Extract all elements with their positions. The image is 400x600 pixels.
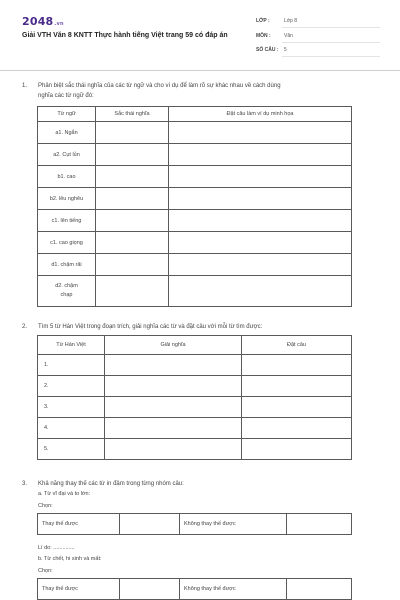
- row-number: 5.: [38, 439, 105, 460]
- meta-divider: [282, 56, 380, 57]
- q3-part-b-choices: [37, 578, 352, 600]
- word-cell: b2. lêu nghêu: [38, 188, 96, 210]
- word-cell: c1. cao giọng: [38, 232, 96, 254]
- input-cell[interactable]: [242, 439, 352, 460]
- meta-grade-key: LỚP :: [256, 18, 270, 24]
- input-cell[interactable]: [242, 397, 352, 418]
- checkbox-replaceable[interactable]: [120, 579, 180, 599]
- checkbox-replaceable[interactable]: [120, 514, 180, 534]
- table-row: [38, 254, 352, 276]
- input-cell[interactable]: [96, 188, 169, 210]
- input-cell[interactable]: [96, 232, 169, 254]
- row-number: 4.: [38, 418, 105, 439]
- table-row: [38, 122, 352, 144]
- input-cell[interactable]: [96, 122, 169, 144]
- q3-choose-label: Chọn:: [38, 503, 53, 509]
- table-header-row: [38, 336, 352, 355]
- input-cell[interactable]: [105, 355, 242, 376]
- input-cell[interactable]: [169, 254, 352, 276]
- table-row: [38, 376, 352, 397]
- question-1: [22, 82, 392, 102]
- question-text: Tìm 5 từ Hán Việt trong đoạn trích, giải nghĩa các từ và đặt câu với mỗi từ tìm được:: [38, 324, 263, 330]
- checkbox-not-replaceable[interactable]: [287, 579, 351, 599]
- input-cell[interactable]: [169, 144, 352, 166]
- option-not-replaceable[interactable]: Không thay thế được: [180, 579, 287, 599]
- col-header: Đặt câu: [242, 336, 352, 355]
- row-number: 2.: [38, 376, 105, 397]
- option-not-replaceable[interactable]: Không thay thế được: [180, 514, 287, 534]
- input-cell[interactable]: [242, 418, 352, 439]
- question-number: 2.: [22, 324, 28, 330]
- word-cell: d1. chậm rãi: [38, 254, 96, 276]
- word-cell: a2. Cụt lủn: [38, 144, 96, 166]
- table-row: [38, 418, 352, 439]
- word-cell: b1. cao: [38, 166, 96, 188]
- input-cell[interactable]: [96, 254, 169, 276]
- meta-subject-value: Văn: [284, 33, 293, 39]
- input-cell[interactable]: [96, 210, 169, 232]
- col-header: Từ Hán Việt: [38, 336, 105, 355]
- input-cell[interactable]: [169, 122, 352, 144]
- page-title: Giải VTH Văn 8 KNTT Thực hành tiếng Việt trang 59 có đáp án: [22, 32, 228, 39]
- table-row: [38, 397, 352, 418]
- question-text: Khả năng thay thế các từ in đậm trong từng nhóm câu:: [38, 481, 184, 487]
- col-header: Sắc thái nghĩa: [96, 107, 169, 122]
- meta-subject-key: MÔN :: [256, 33, 271, 39]
- input-cell[interactable]: [105, 418, 242, 439]
- question-text-line1: Phân biệt sắc thái nghĩa của các từ ngữ và cho ví dụ để làm rõ sự khác nhau về cách dùng: [38, 83, 281, 89]
- option-replaceable[interactable]: Thay thế được: [38, 579, 120, 599]
- word-cell: c1. lên tiếng: [38, 210, 96, 232]
- input-cell[interactable]: [105, 397, 242, 418]
- meta-divider: [282, 27, 380, 28]
- input-cell[interactable]: [96, 166, 169, 188]
- table-row: [38, 439, 352, 460]
- meta-divider: [282, 42, 380, 43]
- site-logo[interactable]: 2048.vn: [22, 15, 64, 28]
- q2-table: [37, 335, 352, 460]
- q1-table: [37, 106, 352, 307]
- input-cell[interactable]: [169, 188, 352, 210]
- page-header: [0, 0, 400, 58]
- input-cell[interactable]: [242, 355, 352, 376]
- word-cell: d2. chậm chạp: [38, 276, 96, 307]
- question-number: 3.: [22, 481, 28, 487]
- q3-part-b-label: b. Từ chết, hi sinh và mất:: [38, 556, 102, 562]
- row-number: 1.: [38, 355, 105, 376]
- table-row: [38, 144, 352, 166]
- row-number: 3.: [38, 397, 105, 418]
- question-2: [22, 323, 392, 333]
- input-cell[interactable]: [169, 232, 352, 254]
- table-row: [38, 232, 352, 254]
- input-cell[interactable]: [242, 376, 352, 397]
- question-number: 1.: [22, 83, 28, 89]
- col-header: Giải nghĩa: [105, 336, 242, 355]
- header-divider: [0, 70, 400, 71]
- input-cell[interactable]: [96, 144, 169, 166]
- meta-count-value: 5: [284, 47, 287, 53]
- input-cell[interactable]: [169, 166, 352, 188]
- q3-choose-label: Chọn:: [38, 568, 53, 574]
- table-row: [38, 210, 352, 232]
- table-row: [38, 166, 352, 188]
- q3-part-a-choices: [37, 513, 352, 535]
- option-replaceable[interactable]: Thay thế được: [38, 514, 120, 534]
- table-row: [38, 355, 352, 376]
- col-header: Đặt câu làm ví dụ minh họa: [169, 107, 352, 122]
- checkbox-not-replaceable[interactable]: [287, 514, 351, 534]
- table-row: [38, 276, 352, 307]
- meta-count-key: SỐ CÂU :: [256, 47, 279, 53]
- col-header: Từ ngữ: [38, 107, 96, 122]
- question-text-line2: nghĩa các từ ngữ đó:: [38, 93, 94, 99]
- input-cell[interactable]: [169, 210, 352, 232]
- input-cell[interactable]: [105, 376, 242, 397]
- meta-grade-value: Lớp 8: [284, 18, 298, 24]
- input-cell[interactable]: [169, 276, 352, 307]
- q3-reason: Lí do: ..............: [38, 545, 75, 551]
- table-header-row: [38, 107, 352, 122]
- word-cell: a1. Ngắn: [38, 122, 96, 144]
- input-cell[interactable]: [96, 276, 169, 307]
- question-3: [22, 480, 392, 490]
- input-cell[interactable]: [105, 439, 242, 460]
- table-row: [38, 188, 352, 210]
- q3-part-a-label: a. Từ vĩ đại và to lớn:: [38, 491, 91, 497]
